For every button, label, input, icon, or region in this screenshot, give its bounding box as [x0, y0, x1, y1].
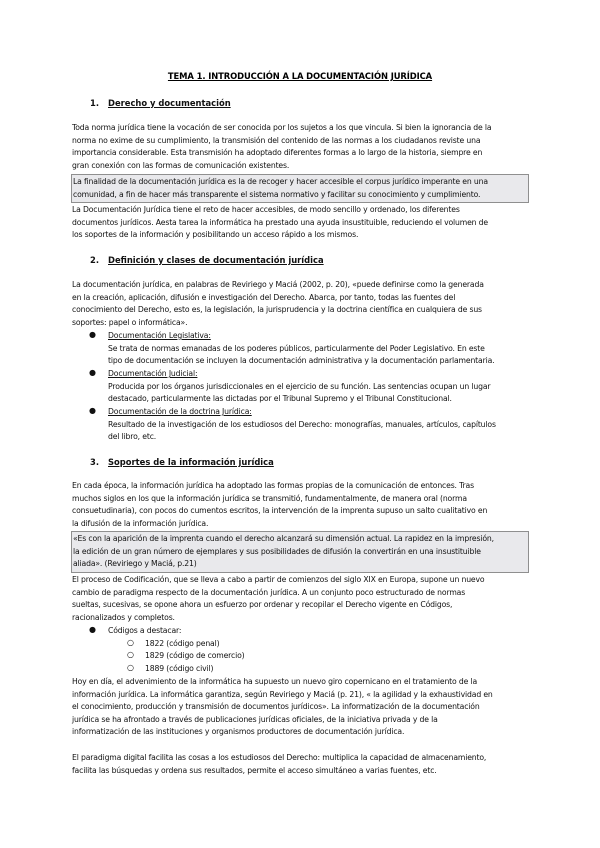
section-1-number: 1.	[90, 98, 100, 108]
text-line: informatización de las instituciones y organismos productores de documentación jurídica.	[72, 727, 405, 737]
quote-highlight-box	[71, 531, 529, 573]
definition-highlight-box	[71, 174, 529, 203]
code-item: 1822 (código penal)	[145, 639, 220, 648]
section-3-title: Soportes de la información jurídica	[108, 457, 274, 467]
text-line: tipo de documentación se incluyen la documentación administrativa y la documentación parlamentaria.	[108, 356, 495, 366]
text-line: racionalizados y completos.	[72, 612, 175, 622]
circle-bullet-icon: ○	[127, 650, 134, 659]
text-line: Hoy en día, el advenimiento de la informática ha supuesto un nuevo giro copernicano en el tratamiento de la	[72, 677, 478, 686]
text-line: El paradigma digital facilita las cosas a los estudiosos del Derecho: multiplica la capacidad de almacenamiento,	[72, 753, 487, 762]
text-line: documentos jurídicos. Aesta tarea la informática ha prestado una ayuda insustituible, reduciendo el volumen de	[72, 217, 488, 227]
text-line: destacado, particularmente las dictadas por el Tribunal Supremo y el Tribunal Constitucional.	[108, 394, 452, 404]
section-2-title: Definición y clases de documentación jurídica	[108, 255, 324, 265]
text-line: en la creación, aplicación, difusión e investigación del Derecho. Abarca, por tanto, todas las fuentes del	[72, 292, 456, 302]
text-line: la difusión de la información jurídica.	[72, 518, 209, 528]
text-line: Resultado de la investigación de los estudiosos del Derecho: monografías, manuales, artículos, capítulos	[108, 419, 496, 429]
text-line: Toda norma jurídica tiene la vocación de ser conocida por los sujetos a los que vincula. Si bien la ignorancia de la	[72, 123, 492, 132]
bullet-judicial	[108, 368, 490, 406]
text-line: El proceso de Codificación, que se lleva a cabo a partir de comienzos del siglo XIX en Europa, supone un nuevo	[72, 575, 485, 584]
section-3-paragraph-3	[72, 676, 493, 739]
section-1-paragraph-1	[72, 122, 491, 172]
section-3-paragraph-4	[72, 752, 486, 777]
text-line: importancia considerable. Esta transmisión ha adoptado diferentes formas a lo largo de la historia, siempre en	[72, 148, 483, 158]
bullet-dot-icon: ●	[89, 368, 96, 377]
text-line: información jurídica. La informática garantiza, según Reviriego y Maciá (p. 21), « la agilidad y la exhaustividad en	[72, 689, 493, 699]
section-2-paragraph-1	[72, 279, 484, 329]
section-1-heading	[90, 98, 490, 110]
text-line: conocimiento del Derecho, esto es, la legislación, la jurisprudencia y la doctrina científica en cualquiera de sus	[72, 305, 482, 315]
section-2-heading	[90, 255, 490, 267]
codes-label: Códigos a destacar:	[108, 626, 182, 635]
section-3-number: 3.	[90, 457, 100, 467]
text-line: facilita las búsquedas y ordena sus resultados, permite el acceso simultáneo a varias fuentes, etc.	[72, 765, 437, 775]
text-line: La Documentación Jurídica tiene el reto de hacer accesibles, de modo sencillo y ordenado, los diferentes	[72, 205, 460, 214]
bullet-doctrina	[108, 406, 496, 444]
text-line: La documentación jurídica, en palabras de Reviriego y Maciá (2002, p. 20), «puede definirse como la generada	[72, 280, 484, 289]
text-line: «Es con la aparición de la imprenta cuando el derecho alcanzará su dimensión actual. La rapidez en la impresión,	[73, 534, 494, 543]
section-1-paragraph-2	[72, 204, 488, 242]
bullet-dot-icon: ●	[89, 330, 96, 339]
section-3-heading	[90, 457, 490, 469]
text-line: norma no exime de su cumplimiento, la transmisión del contenido de las normas a los ciudadanos reviste una	[72, 135, 481, 145]
bullet-label: Documentación de la doctrina Jurídica:	[108, 407, 252, 416]
section-1-title: Derecho y documentación	[108, 98, 231, 108]
text-line: Se trata de normas emanadas de los poderes públicos, particularmente del Poder Legislativo. En este	[108, 343, 485, 353]
code-item: 1829 (código de comercio)	[145, 651, 245, 660]
document-title: TEMA 1. INTRODUCCIÓN A LA DOCUMENTACIÓN JURÍDICA	[167, 71, 433, 81]
text-line: jurídica se ha afrontado a través de publicaciones jurídicas oficiales, de la iniciativa privada y de la	[72, 714, 438, 724]
section-2-number: 2.	[90, 255, 100, 265]
section-3-paragraph-1	[72, 480, 487, 530]
text-line: Producida por los órganos jurisdiccionales en el ejercicio de su función. Las sentencias ocupan un lugar	[108, 381, 491, 391]
text-line: consuetudinaria), con pocos do cumentos escritos, la intervención de la imprenta supuso un salto cualitativo en	[72, 506, 488, 516]
code-item: 1889 (código civil)	[145, 664, 214, 673]
text-line: del libro, etc.	[108, 432, 157, 442]
text-line: La finalidad de la documentación jurídica es la de recoger y hacer accesible el corpus jurídico imperante en una	[73, 177, 488, 186]
bullet-dot-icon: ●	[89, 406, 96, 415]
text-line: sueltas, sucesivas, se opone ahora un esfuerzo por ordenar y recopilar el Derecho vigente en Códigos,	[72, 600, 453, 610]
bullet-legislativa	[108, 330, 494, 368]
bullet-label: Documentación Legislativa:	[108, 331, 211, 340]
text-line: comunidad, a fin de hacer más transparente el sistema normativo y facilitar su conocimiento y cumplimiento.	[73, 189, 481, 199]
text-line: muchos siglos en los que la información jurídica se transmitió, fundamentalmente, de manera oral (norma	[72, 493, 467, 503]
text-line: aliada». (Reviriego y Maciá, p.21)	[73, 559, 197, 569]
circle-bullet-icon: ○	[127, 638, 134, 647]
text-line: cambio de paradigma respecto de la documentación jurídica. A un conjunto poco estructurado de normas	[72, 587, 466, 597]
text-line: la edición de un gran número de ejemplares y sus posibilidades de difusión la convertirán en una insustituible	[73, 546, 481, 556]
text-line: soportes: papel o informática».	[72, 317, 188, 327]
bullet-dot-icon: ●	[89, 625, 96, 634]
text-line: los soportes de la información y posibilitando un acceso rápido a los mismos.	[72, 230, 359, 240]
circle-bullet-icon: ○	[127, 663, 134, 672]
text-line: gran conexión con las formas de comunicación existentes.	[72, 160, 290, 170]
bullet-label: Documentación Judicial:	[108, 369, 198, 378]
text-line: el conocimiento, producción y transmisión de documentos jurídicos». La informatización de la documentación	[72, 702, 480, 712]
section-3-paragraph-2	[72, 574, 484, 624]
text-line: En cada época, la información jurídica ha adoptado las formas propias de la comunicación de entonces. Tras	[72, 481, 474, 490]
